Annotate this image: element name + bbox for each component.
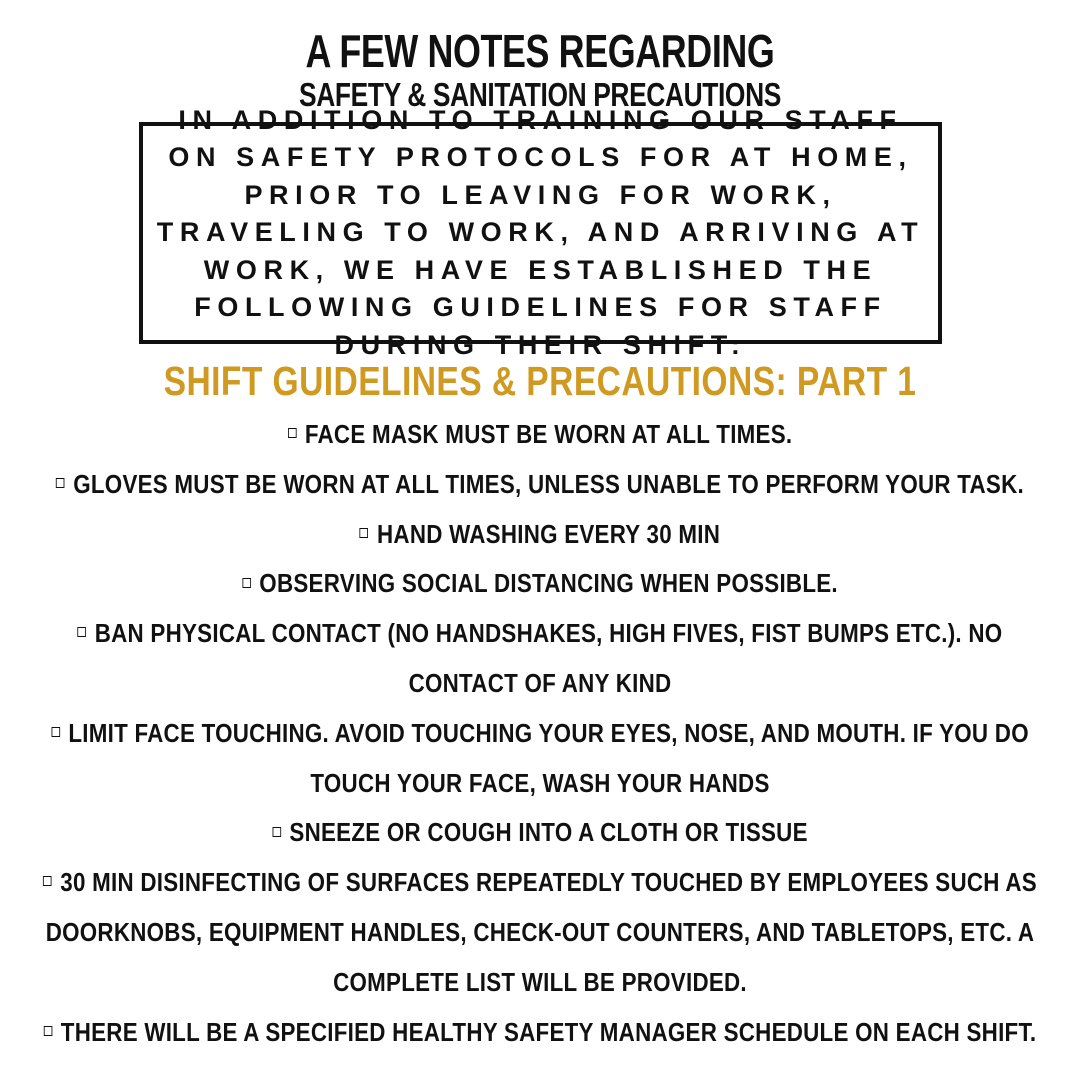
hollow-square-bullet-icon bbox=[56, 478, 65, 488]
guideline-text: 30 MIN DISINFECTING OF SURFACES REPEATEDLY TOUCHED BY EMPLOYEES SUCH AS DOORKNOBS, EQUIPMENT HANDLES, CHECK-OUT COUNTERS, AND TABLETOPS, ETC. A COMPLETE LIST WILL BE PROVIDED. bbox=[45, 867, 1037, 997]
guideline-item bbox=[40, 808, 1040, 858]
hollow-square-bullet-icon bbox=[51, 727, 60, 737]
intro-box bbox=[139, 104, 942, 360]
guideline-item bbox=[40, 858, 1040, 1007]
guideline-text: THERE WILL BE A SPECIFIED HEALTHY SAFETY MANAGER SCHEDULE ON EACH SHIFT. bbox=[60, 1016, 1037, 1047]
page-subtitle: SAFETY & SANITATION PRECAUTIONS bbox=[299, 76, 781, 113]
hollow-square-bullet-icon bbox=[78, 627, 87, 637]
guideline-text: BAN PHYSICAL CONTACT (NO HANDSHAKES, HIGH FIVES, FIST BUMPS ETC.). NO CONTACT OF ANY KIND bbox=[94, 618, 1003, 698]
hollow-square-bullet-icon bbox=[44, 1026, 53, 1036]
guideline-item bbox=[40, 510, 1040, 560]
guideline-item bbox=[40, 1008, 1040, 1058]
page-title: A FEW NOTES REGARDING bbox=[305, 25, 775, 77]
intro-text: IN ADDITION TO TRAINING OUR STAFF ON SAFETY PROTOCOLS FOR AT HOME, PRIOR TO LEAVING FOR WORK, TRAVELING TO WORK, AND ARRIVING AT WORK, WE HAVE ESTABLISHED THE FOLLOWING GUIDELINES FOR STAFF DURING THEIR SHIFT: bbox=[156, 104, 925, 360]
guideline-item bbox=[40, 460, 1040, 510]
guideline-text: FACE MASK MUST BE WORN AT ALL TIMES. bbox=[304, 419, 793, 449]
guideline-text: SNEEZE OR COUGH INTO A CLOTH OR TISSUE bbox=[289, 817, 808, 848]
hollow-square-bullet-icon bbox=[360, 528, 369, 538]
hollow-square-bullet-icon bbox=[272, 827, 281, 837]
guideline-item bbox=[40, 609, 1040, 709]
guideline-item bbox=[40, 709, 1040, 809]
guideline-item bbox=[40, 410, 1040, 460]
guideline-text: HAND WASHING EVERY 30 MIN bbox=[377, 518, 721, 549]
hollow-square-bullet-icon bbox=[288, 428, 297, 438]
guideline-text: GLOVES MUST BE WORN AT ALL TIMES, UNLESS UNABLE TO PERFORM YOUR TASK. bbox=[73, 468, 1024, 499]
guideline-text: OBSERVING SOCIAL DISTANCING WHEN POSSIBLE. bbox=[259, 568, 838, 599]
guideline-text: LIMIT FACE TOUCHING. AVOID TOUCHING YOUR EYES, NOSE, AND MOUTH. IF YOU DO TOUCH YOUR FACE, WASH YOUR HANDS bbox=[68, 717, 1029, 798]
hollow-square-bullet-icon bbox=[242, 578, 251, 588]
hollow-square-bullet-icon bbox=[43, 876, 52, 886]
section-heading: SHIFT GUIDELINES & PRECAUTIONS: PART 1 bbox=[163, 358, 917, 404]
guidelines-list bbox=[40, 410, 1040, 1057]
guideline-item bbox=[40, 559, 1040, 609]
